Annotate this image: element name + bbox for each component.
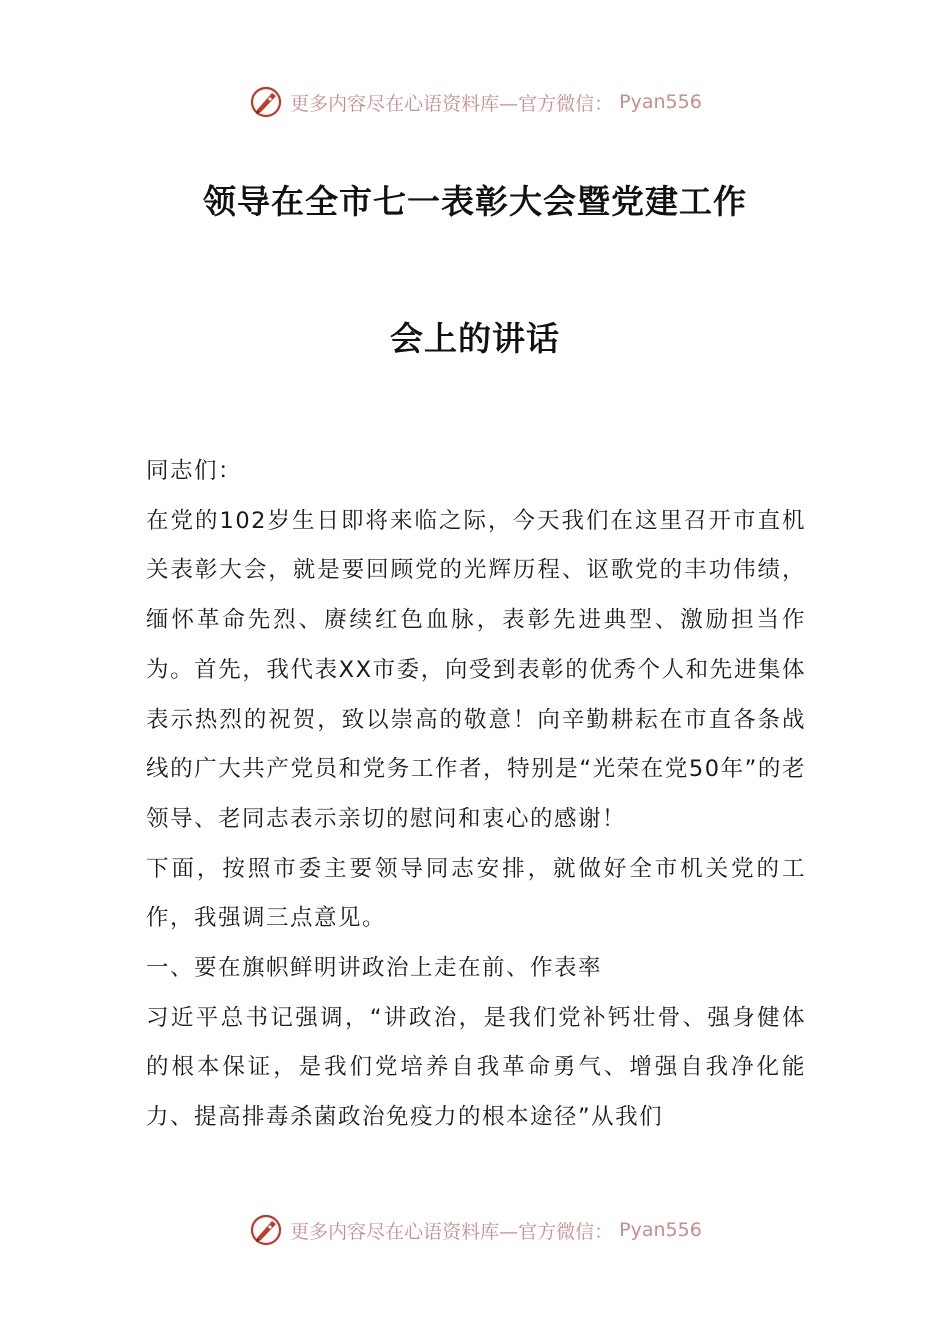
watermark-wechat-id: Pyan556 <box>619 1219 702 1241</box>
document-title-line-1: 领导在全市七一表彰大会暨党建工作 <box>203 182 747 221</box>
watermark-banner-bottom <box>0 1210 950 1250</box>
watermark-banner-top <box>0 82 950 122</box>
watermark-text: 更多内容尽在心语资料库—官方微信： <box>290 1220 614 1243</box>
body-paragraph: 下面，按照市委主要领导同志安排，就做好全市机关党的工作，我强调三点意见。 <box>146 855 806 932</box>
pen-nib-logo-icon <box>248 84 284 120</box>
watermark-wechat-id: Pyan556 <box>619 91 702 113</box>
body-paragraph: 在党的102岁生日即将来临之际，今天我们在这里召开市直机关表彰大会，就是要回顾党的光辉历程、讴歌党的丰功伟绩，缅怀革命先烈、赓续红色血脉，表彰先进典型、激励担当作为。首先，我代表XX市委，向受到表彰的优秀个人和先进集体表示热烈的祝贺，致以崇高的敬意！向辛勤耕耘在市直各条战线的广大共产党员和党务工作者，特别是“光荣在党50年”的老领导、老同志表示亲切的慰问和衷心的感谢！ <box>146 507 806 832</box>
document-title-line-2: 会上的讲话 <box>390 319 560 358</box>
salutation: 同志们： <box>146 458 243 484</box>
section-heading: 一、要在旗帜鲜明讲政治上走在前、作表率 <box>146 955 603 982</box>
body-paragraph: 习近平总书记强调，“讲政治，是我们党补钙壮骨、强身健体的根本保证，是我们党培养自我革命勇气、增强自我净化能力、提高排毒杀菌政治免疫力的根本途径”从我们 <box>146 1004 806 1131</box>
document-body <box>146 447 806 1143</box>
pen-nib-logo-icon <box>248 1212 284 1248</box>
watermark-text: 更多内容尽在心语资料库—官方微信： <box>290 92 614 115</box>
